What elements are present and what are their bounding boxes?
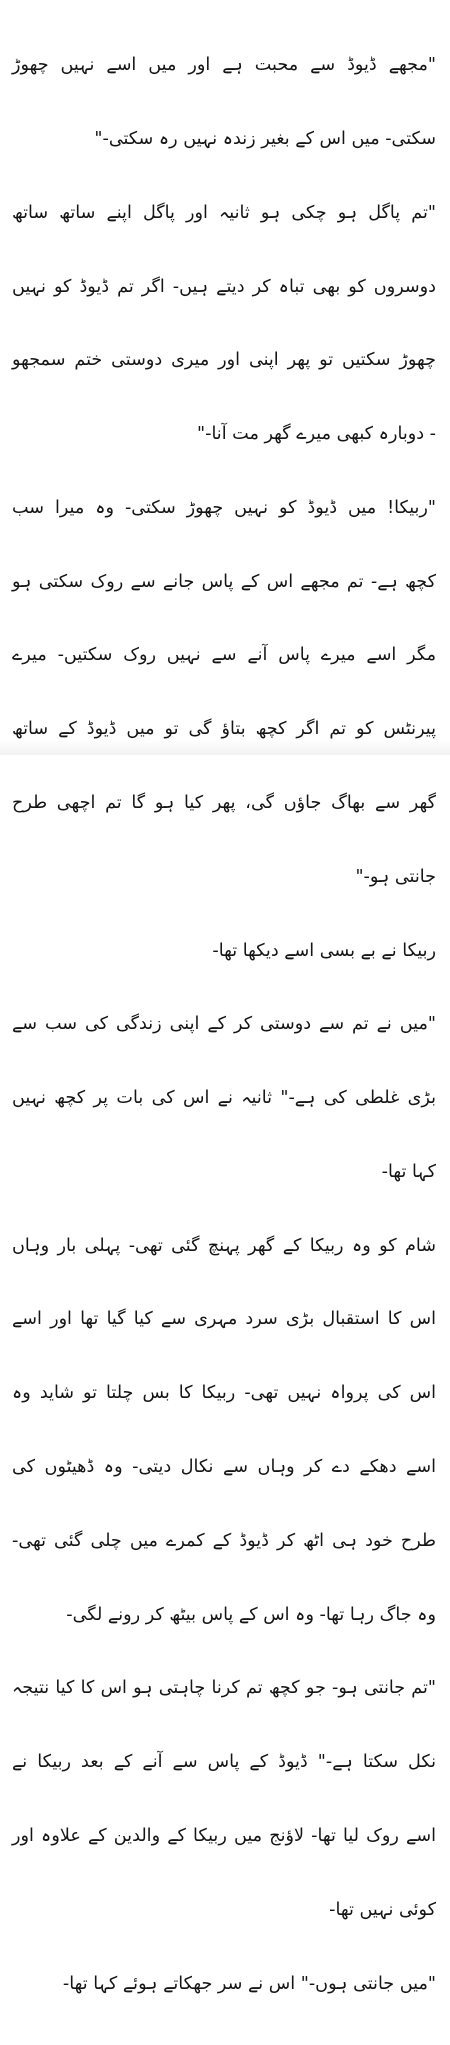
text-line: "ربیکا! میں ڈیوڈ کو نہیں چھوڑ سکتی- وہ میرا سب (12, 497, 436, 518)
text-line: "تم جانتی ہو- جو کچھ تم کرنا چاہتی ہو اس کا کیا نتیجہ (12, 1678, 436, 1699)
text-line: اس کی پرواہ نہیں تھی- ربیکا کا بس چلتا تو شاید وہ (12, 1383, 436, 1404)
text-line: طرح خود ہی اٹھ کر ڈیوڈ کے کمرے میں چلی گئی تھی- (12, 1530, 436, 1551)
text-line: کوئی نہیں تھا- (329, 1899, 436, 1920)
text-line: "میں جانتی ہوں-" اس نے سر جھکاتے ہوئے کہا تھا- (62, 1973, 436, 1994)
text-line: کچھ ہے- تم مجھے اس کے پاس جانے سے روک سکتی ہو (12, 571, 436, 592)
text-line: سکتی- میں اس کے بغیر زندہ نہیں رہ سکتی-" (94, 128, 436, 149)
text-line: نکل سکتا ہے-" ڈیوڈ کے پاس سے آنے کے بعد ربیکا نے (12, 1752, 436, 1773)
text-line: مگر اسے میرے پاس آنے سے نہیں روک سکتیں- میرے (12, 645, 436, 666)
text-line: گھر سے بھاگ جاؤں گی، پھر کیا ہو گا تم اچھی طرح (12, 793, 436, 813)
story-text (12, 4, 436, 2045)
page-bottom-edge (0, 739, 450, 755)
text-line: "میں نے تم سے دوستی کر کے اپنی زندگی کی سب سے (12, 1014, 436, 1035)
text-line: ربیکا نے بے بسی اسے دیکھا تھا- (212, 940, 436, 961)
text-line: اسے روک لیا تھا- لاؤنج میں ربیکا کے والدین کے علاوہ اور (12, 1825, 436, 1846)
text-line: وہ جاگ رہا تھا- وہ اس کے پاس بیٹھ کر رونے لگی- (66, 1604, 436, 1625)
text-line: جانتی ہو-" (355, 866, 436, 887)
text-line: "تم پاگل ہو چکی ہو ثانیہ اور پاگل اپنے ساتھ ساتھ (12, 202, 436, 223)
text-line: "مجھے ڈیوڈ سے محبت ہے اور میں اسے نہیں چھوڑ (12, 55, 436, 76)
text-line: بڑی غلطی کی ہے-" ثانیہ نے اس کی بات پر کچھ نہیں (12, 1088, 436, 1109)
text-line: اسے دھکے دے کر وہاں سے نکال دیتی- وہ ڈھیٹوں کی (12, 1457, 436, 1478)
text-line: پیرنٹس کو تم اگر کچھ بتاؤ گی تو میں ڈیوڈ کے ساتھ (12, 719, 436, 740)
text-line: کہا تھا- (381, 1161, 436, 1182)
text-line: چھوڑ سکتیں تو پھر اپنی اور میری دوستی ختم سمجھو (12, 350, 436, 371)
text-line: شام کو وہ ربیکا کے گھر پہنچ گئی تھی- پہلی بار وہاں (12, 1235, 436, 1256)
text-line: - دوبارہ کبھی میرے گھر مت آنا-" (197, 424, 436, 445)
text-line: اس کا استقبال بڑی سرد مہری سے کیا گیا تھا اور اسے (12, 1309, 436, 1330)
text-line: دوسروں کو بھی تباہ کر دیتے ہیں- اگر تم ڈیوڈ کو نہیں (12, 276, 436, 297)
